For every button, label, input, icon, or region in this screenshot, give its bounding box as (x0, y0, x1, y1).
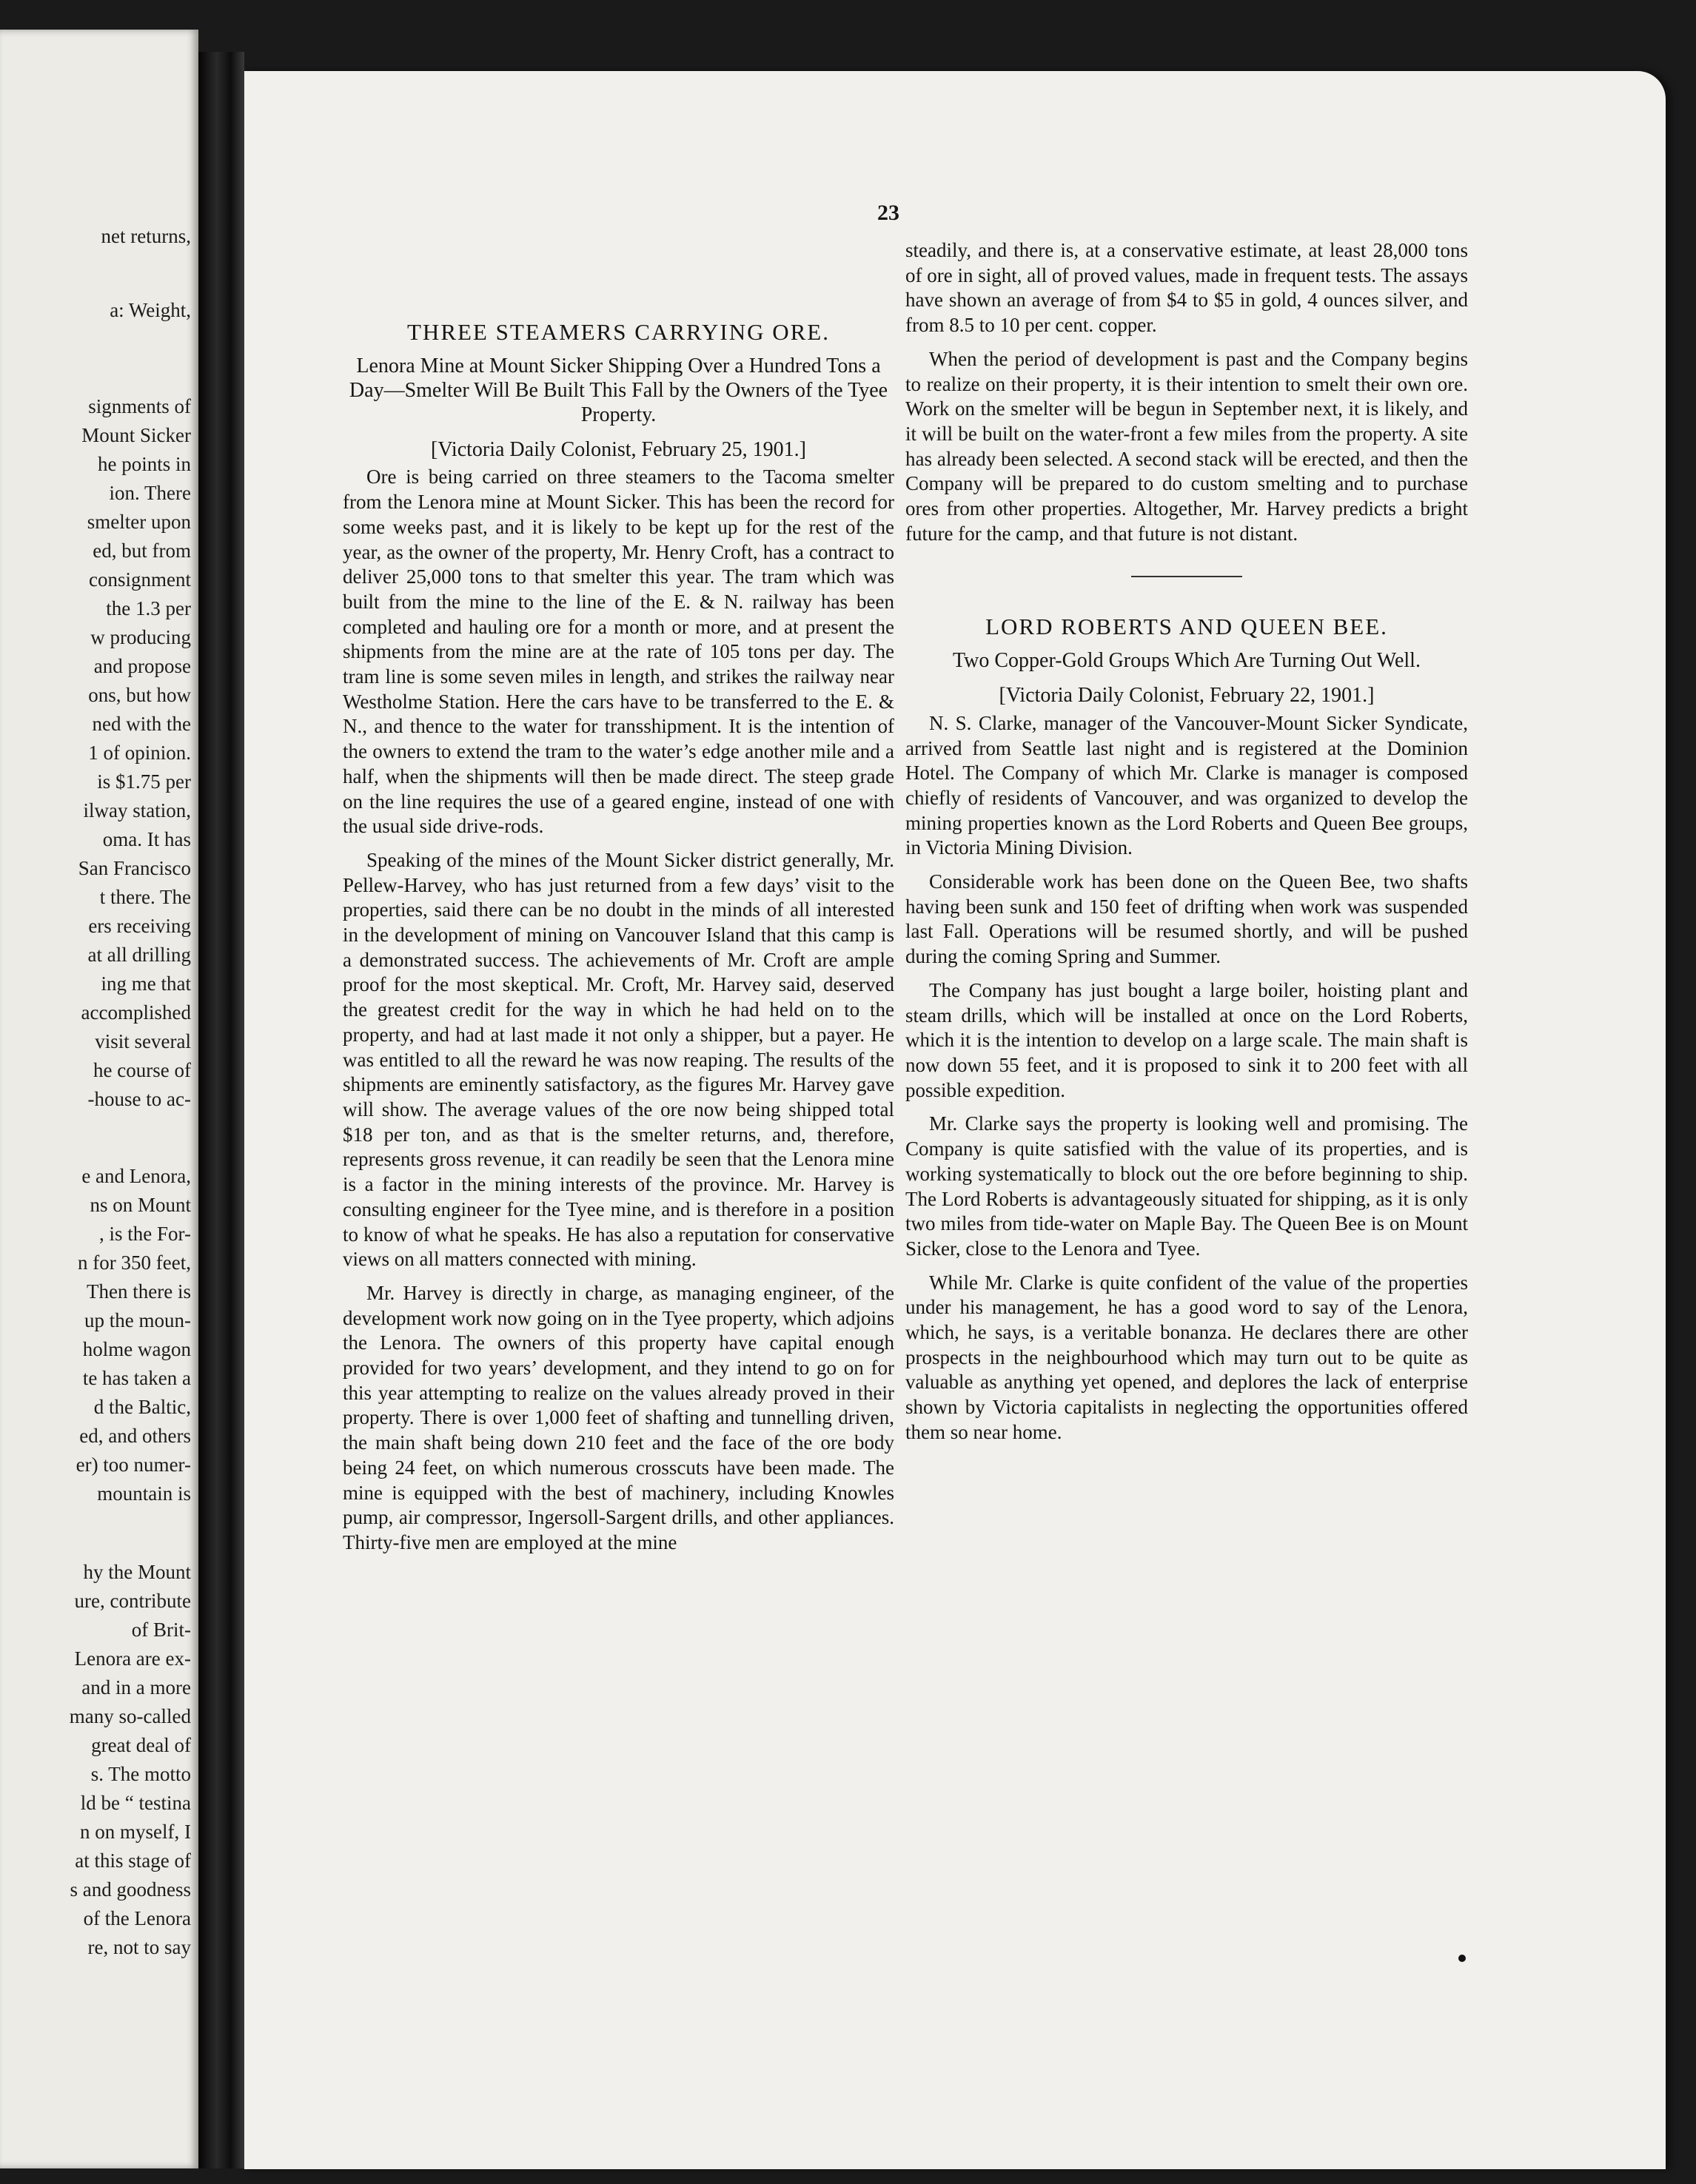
page (244, 71, 1666, 2169)
left-page-line: he course of (93, 1059, 191, 1081)
paragraph: While Mr. Clarke is quite confident of the value of the properties under his management, he has a good word to say of the Lenora, which, he says, is a veritable bonanza. He declares there are other prospects in the neighbourhood which may turn out to be quite as valuable as anything yet opened, and deplores the lack of enterprise shown by Victoria capitalists in neglecting the opportunities offered them so near home. (905, 1271, 1468, 1443)
left-page-line: ns on Mount (90, 1194, 191, 1216)
left-page-line: d the Baltic, (93, 1396, 191, 1418)
left-page-line: San Francisco (78, 857, 191, 879)
left-page-line: net returns, (101, 225, 191, 247)
left-page-line: Lenora are ex- (74, 1647, 191, 1670)
left-page-line: te has taken a (82, 1367, 191, 1389)
left-page-line: visit several (95, 1030, 191, 1052)
left-page-line: s and goodness (70, 1878, 191, 1901)
left-page-line: 1 of opinion. (88, 742, 191, 764)
left-page-line: re, not to say (87, 1936, 191, 1958)
page-number: 23 (877, 201, 899, 225)
article-subheading: Two Copper-Gold Groups Which Are Turning Out Well. (953, 649, 1421, 673)
left-page-line: of the Lenora (83, 1907, 191, 1929)
left-page-line: consignment (89, 568, 191, 591)
left-page-line: and propose (93, 655, 191, 677)
left-column (343, 238, 894, 1565)
article-subheading: Lenora Mine at Mount Sicker Shipping Over a Hundred Tons a Day—Smelter Will Be Built This Fall by the Owners of the Tyee Property. (349, 354, 888, 426)
left-page-line: oma. It has (102, 828, 191, 850)
left-page-line: t there. The (99, 886, 191, 908)
left-page-line: n on myself, I (80, 1821, 191, 1843)
left-page-line: is $1.75 per (97, 770, 191, 793)
left-page-line: Mount Sicker (81, 424, 191, 446)
article-headline: LORD ROBERTS AND QUEEN BEE. (985, 614, 1388, 640)
left-page-line: Then there is (87, 1280, 191, 1303)
left-page-line: signments of (88, 395, 191, 417)
left-page-line: ion. There (109, 482, 191, 504)
paragraph: The Company has just bought a large boiler, hoisting plant and steam drills, which will be installed at once on the Lord Roberts, which it is the intention to develop on a large scale. The main shaft is now down 55 feet, and it is proposed to sink it to 200 feet with all possible expedition. (905, 978, 1468, 1101)
article-citation: [Victoria Daily Colonist, February 22, 1901.] (999, 684, 1375, 708)
article-citation: [Victoria Daily Colonist, February 25, 1901.] (431, 437, 806, 461)
left-page-line: er) too numer- (76, 1454, 191, 1476)
paragraph: Speaking of the mines of the Mount Sicker district generally, Mr. Pellew-Harvey, who has just returned from a few days’ visit to the properties, said there can be no doubt in the minds of all interested in the development of mining on Vancouver Island that this camp is a demonstrated success. The achievements of Mr. Croft are ample proof for the most skeptical. Mr. Croft, Mr. Harvey said, deserved the greatest credit for the way in which he had held on to the property, and had at last made it not only a shipper, but a payer. He was entitled to all the reward he was now reaping. The results of the shipments are eminently satisfactory, as the figures Mr. Harvey gave will show. The average values of the ore now being shipped total $18 per ton, and as that is the smelter returns, and, therefore, represents gross revenue, it can readily be seen that the Lenora mine is a factor in the mining interests of the province. Mr. Harvey is consulting engineer for the Tyee mine, and is therefore in a position to know of what he speaks. He has also a reputation for conservative views on all matters connected with mining. (343, 848, 894, 1271)
left-page-line: ilway station, (83, 799, 191, 821)
book-binding (198, 52, 244, 2168)
left-page-line: great deal of (91, 1734, 191, 1756)
left-page-line: ers receiving (88, 915, 191, 937)
left-page-line: ons, but how (88, 684, 191, 706)
left-page-line: ing me that (101, 972, 191, 995)
left-page-line: , is the For- (99, 1223, 191, 1245)
section-divider (1131, 576, 1242, 577)
left-page-line: up the moun- (84, 1309, 191, 1331)
left-page-line: accomplished (81, 1001, 191, 1024)
paragraph: steadily, and there is, at a conservative estimate, at least 28,000 tons of ore in sight, all of proved values, made in frequent tests. The assays have shown an average of from $4 to $5 in gold, 4 ounces silver, and from 8.5 to 10 per cent. copper. (905, 239, 1468, 337)
left-page-line: e and Lenora, (81, 1165, 191, 1187)
left-page-line: -house to ac- (87, 1088, 191, 1110)
right-column (905, 238, 1468, 1454)
left-page-line: many so-called (69, 1705, 191, 1727)
left-page-line: ned with the (92, 713, 191, 735)
ink-dot (1458, 1955, 1466, 1962)
left-page-line: ld be “ testina (80, 1792, 191, 1814)
paragraph: When the period of development is past and the Company begins to realize on their property, it is their intention to smelt their own ore. Work on the smelter will be begun in September next, it is likely, and it will be built on the water-front a few miles from the property. A site has already been selected. A second stack will be erected, and then the Company will be prepared to do custom smelting and to purchase ores from other properties. Altogether, Mr. Harvey predicts a bright future for the camp, and that future is not distant. (905, 347, 1468, 545)
left-page-line: he points in (98, 453, 191, 475)
previous-page-fragment (0, 30, 198, 2168)
left-page-line: a: Weight, (110, 299, 191, 321)
left-page-line: w producing (90, 626, 191, 648)
left-page-line: n for 350 feet, (78, 1251, 191, 1274)
left-page-line: of Brit- (131, 1619, 191, 1641)
article-headline: THREE STEAMERS CARRYING ORE. (407, 319, 830, 345)
left-page-line: ed, and others (79, 1425, 191, 1447)
left-page-line: ure, contribute (74, 1590, 191, 1612)
left-page-line: smelter upon (87, 511, 191, 533)
left-page-line: at this stage of (75, 1849, 191, 1872)
left-page-line: s. The motto (90, 1763, 191, 1785)
paragraph: N. S. Clarke, manager of the Vancouver-Mount Sicker Syndicate, arrived from Seattle last night and is registered at the Dominion Hotel. The Company of which Mr. Clarke is manager is composed chiefly of residents of Vancouver, and was organized to develop the mining properties known as the Lord Roberts and Queen Bee groups, in Victoria Mining Division. (905, 711, 1468, 859)
left-page-line: hy the Mount (83, 1561, 191, 1583)
left-page-line: and in a more (81, 1676, 191, 1699)
left-page-line: mountain is (97, 1482, 191, 1505)
left-page-line: at all drilling (87, 944, 191, 966)
left-page-line: the 1.3 per (106, 597, 191, 619)
paragraph: Ore is being carried on three steamers to the Tacoma smelter from the Lenora mine at Mount Sicker. This has been the record for some weeks past, and it is likely to be kept up for the rest of the year, as the owner of the property, Mr. Henry Croft, has a contract to deliver 25,000 tons to that smelter this year. The tram which was built from the mine to the line of the E. & N. railway has been completed and hauling ore for a month or more, and at present the shipments from the mine are at the rate of 105 tons per day. The tram line is some seven miles in length, and strikes the railway near Westholme Station. Here the cars have to be transferred to the E. & N., and thence to the water for transshipment. It is the intention of the owners to extend the tram to the water’s edge another mile and a half, when the shipments will then be made direct. The steep grade on the line requires the use of a geared engine, instead of one with the usual side drive-rods. (343, 466, 894, 838)
paragraph: Considerable work has been done on the Queen Bee, two shafts having been sunk and 150 feet of drifting when work was suspended last Fall. Operations will be resumed shortly, and will be pushed during the coming Spring and Summer. (905, 870, 1468, 968)
paragraph: Mr. Harvey is directly in charge, as managing engineer, of the development work now going on in the Tyee property, which adjoins the Lenora. The owners of this property have capital enough provided for two years’ development, and they intend to go on for this year attempting to realize on the values already proved in their property. There is over 1,000 feet of shafting and tunnelling driven, the main shaft being down 210 feet and the face of the ore body being 24 feet, on which numerous crosscuts have been made. The mine is equipped with the best of machinery, including Knowles pump, air compressor, Ingersoll-Sargent drills, and other appliances. Thirty-five men are employed at the mine (343, 1281, 894, 1553)
paragraph: Mr. Clarke says the property is looking well and promising. The Company is quite satisfied with the value of its properties, and is working systematically to block out the ore before beginning to ship. The Lord Roberts is advantageously situated for shipping, as it is only two miles from tide-water on Maple Bay. The Queen Bee is on Mount Sicker, close to the Lenora and Tyee. (905, 1112, 1468, 1260)
left-page-line: holme wagon (82, 1338, 191, 1360)
left-page-line: ed, but from (93, 540, 191, 562)
